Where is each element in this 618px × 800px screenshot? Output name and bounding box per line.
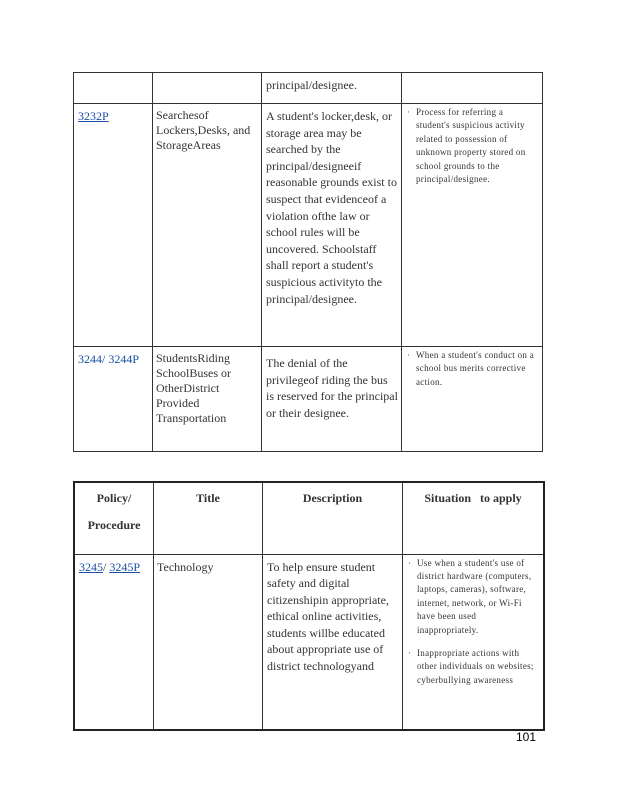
description-text: A student's locker,desk, or storage area may be searched by the principal/designeeif reasonable grounds exist to suspect that evidenceof a violation ofthe law or school rules will be uncovered. Schoolstaff shall report a student's suspicious activityto the principal/designee. — [266, 109, 397, 306]
table-row — [74, 554, 544, 730]
title-cell — [153, 347, 262, 452]
policy-code-3244p[interactable]: 3244P — [108, 352, 140, 366]
situation-list — [402, 347, 542, 389]
situation-cell — [402, 104, 543, 347]
policy-link-3245[interactable]: 3245 — [79, 559, 103, 574]
policy-cell — [74, 554, 154, 730]
header-title-text: Title — [196, 491, 220, 505]
table-row — [74, 73, 543, 104]
policy-code-3244[interactable]: 3244/ — [78, 352, 106, 366]
description-text: The denial of the privilegeof riding the bus is reserved for the principal or their designee. — [266, 356, 398, 420]
policy-link-3232p[interactable]: 3232P — [78, 109, 109, 123]
situation-cell — [403, 554, 545, 730]
policy-table-1 — [73, 72, 543, 452]
situation-cell — [402, 73, 543, 104]
description-cell — [262, 347, 402, 452]
page-number: 101 — [515, 730, 536, 744]
list-item: · Process for referring a student's suspicious activity related to possession of unknown property stored on school grounds to the principal/designee. — [416, 106, 538, 186]
description-text: To help ensure student safety and digital citizenshipin appropriate, ethical online activities, students willbe educated about appropriate use of district technologyand — [267, 559, 389, 674]
description-text: principal/designee. — [266, 78, 357, 92]
title-cell — [153, 73, 262, 104]
title-cell — [153, 104, 262, 347]
header-situation — [403, 482, 545, 554]
policy-cell — [74, 104, 153, 347]
description-cell — [263, 554, 403, 730]
situation-list — [403, 555, 543, 688]
list-item: · Use when a student's use of district hardware (computers, laptops, cameras), software, internet, network, or Wi-Fi have been used inappropriately. — [417, 557, 539, 637]
policy-cell — [74, 73, 153, 104]
policy-table-2 — [73, 481, 545, 731]
header-description — [263, 482, 403, 554]
header-policy-line1: Policy/ — [96, 491, 132, 505]
policy-link-3245p[interactable]: 3245P — [109, 559, 141, 574]
header-situation-text: Situation to apply — [424, 491, 522, 505]
header-policy-line2: Procedure — [87, 518, 141, 532]
table-row — [74, 347, 543, 452]
description-cell — [262, 73, 402, 104]
title-cell — [154, 554, 263, 730]
policy-title: StudentsRiding SchoolBuses or OtherDistrict Provided Transportation — [156, 351, 231, 425]
header-policy — [74, 482, 154, 554]
table-row — [74, 104, 543, 347]
policy-cell — [74, 347, 153, 452]
policy-title: Technology — [157, 559, 214, 574]
list-item: · Inappropriate actions with other individuals on websites; cyberbullying awareness — [417, 647, 539, 687]
situation-cell — [402, 347, 543, 452]
header-title — [154, 482, 263, 554]
situation-list — [402, 104, 542, 186]
header-description-text: Description — [302, 491, 363, 505]
policy-title: Searchesof Lockers,Desks, and StorageAreas — [156, 108, 251, 152]
policy-separator: / — [103, 559, 107, 574]
table-header-row — [74, 482, 544, 554]
list-item: · When a student's conduct on a school bus merits corrective action. — [416, 349, 538, 389]
description-cell — [262, 104, 402, 347]
